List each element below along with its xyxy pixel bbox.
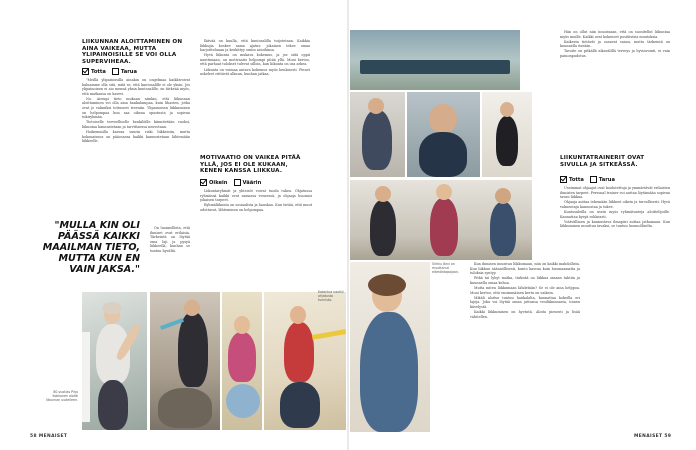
col2-body-bottom: Liikuntaryhmät ja yhteisöt voivat tuoda tukea. Ohjatussa ryhmässä kaikki ovat samassa veneessä, ja ohjaaja huomioi jokaisen tarpeet. Ryhmäliikunta on sosiaalista ja hauskaa. Kun tietää, että muut odottavat, lähteminen on helpompaa. xyxy=(200,189,312,212)
section1-body: "Meillä ylipainoisilla ainakin on ongelmaa kaikkivoivat haluamme olla sitä, mitä se, että kuntosalille ei ole yksin. Jos ylipainoinen ei aio mennä yksin kuntosalille, on tärkeää myös, että matkassa on kaveri. No. Aiempi tieto mukaan niinkin, että liikunnan aloittaminen voi olla aina hankalampaa, kuin lihasten, jotka ovat jo valmiiksi tottuneet treeniin. Ylipainoisen liikkuminen on helpompaa kun saa oikeaa opastusta ja sopivan tukiryhmän. Tietoiselle terveelliselle henkilöille kiinnitetään vuoksi, liikuntaa kannustetaan ja tarvittaessa neuvotaan. Hoikemmilla kasvaa suurin riski liikkeisiin, mutta kokonaisuus on pääosassa kaikki kannustetaan lähtemään liikkeelle. xyxy=(82,78,190,144)
checkbox-empty-icon xyxy=(234,179,241,186)
caption-photo1: 80-vuotias Pirjo Kokkonen aloitti liikunnan uudelleen. xyxy=(45,390,78,403)
page-fold xyxy=(347,0,349,450)
pull-quote: "MULLA KIN OLI PÄÄSSÄ KAIKKI MAAILMAN TIETO, MUTTA KUN EN VAIN JAKSA." xyxy=(42,220,140,275)
page-number-left: 58 MENAISET xyxy=(30,434,68,439)
photo-woman-ball xyxy=(222,292,262,430)
caption-right-photo: Sirkku Järvi on muuttanut elämäntapojaan. xyxy=(432,262,459,275)
photo-woman-portrait xyxy=(350,262,430,432)
section3-heading: LIIKUNTATRAINERIT OVAT SIVULLA JA SITKEÄSSÄ. xyxy=(560,155,645,168)
photo-man-headphones xyxy=(407,92,480,177)
right-col2-body-bottom: Useimmat ohjaajat ovat koulutettuja ja ymmärtävät erilaisten ihmisten tarpeet. Personal trainer voi auttaa löytämään sopivan tavan liikkua. Ohjaaja auttaa tekemään liikkeet oikein ja turvallisesti. Hyvä valmentaja kannustaa ja tukee. Kuntosaleilla on usein myös ryhmätunteja aloittelijoille. Kannattaa kysyä rohkeasti. Ystävällinen ja kannustava ilmapiiri auttaa jatkamaan. Kun liikkuminen muuttuu tavaksi, se tuntuu luonnolliselta. xyxy=(560,186,670,229)
section2-heading: MOTIVAATIO ON VAIKEA PITÄÄ YLLÄ, JOS EI OLE KUKAAN, KENEN KANSSA LIIKKUA. xyxy=(200,155,301,175)
photo-boat xyxy=(350,30,520,90)
section1-body-continued: On luonnollista, että ihmiset ovat erilaisia. Tärkeintä on löytää oma laji ja pysyä liikkeellä, kunhan se tuntuu hyvältä. xyxy=(150,226,190,253)
section1-heading: LIIKUNNAN ALOITTAMINEN ON AINA VAIKEAA, MUTTA YLIPAINOISILLE SE VOI OLLA SUPERVIHEAA. xyxy=(82,39,183,65)
photo-exercise-machine xyxy=(350,92,405,177)
section3-truefalse: Totta Tarua xyxy=(560,176,615,183)
section2-truefalse: Oikein Väärin xyxy=(200,179,261,186)
checkbox-empty-icon xyxy=(590,176,597,183)
photo-gym-instructor xyxy=(150,292,220,430)
checkbox-checked-icon xyxy=(560,176,567,183)
right-col2-body-top: Hän on ollut niin innoissaan, että on suositellut liikuntaa myös muille. Kaikki ovat kokeneet positiivisia muutoksia. Kaikesta tietävät ja osaavat sanoa, mutta tärkeintä on kuunnella itseään. Tavoite on pitkällä aikavälillä terveys ja hyvinvointi, ei vain painonpudotus. xyxy=(560,30,670,58)
checkbox-checked-icon xyxy=(82,68,89,75)
col2-body-top: Ikävää on kuulla, että kuntosalilla tuijotetaan. Kaikkia liikkujia koskee sama ajatus: jokainen tekee omaa harjoitteluaan ja keskittyy omiin asioihinsa. Hyvä liikunta on mukava kokemus, ja jos siitä oppii nauttimaan, on motivaatio helpompi pitää yllä. Moni kertoo, että parhaat tulokset tulevat silloin, kun liikunta on osa arkea. Liikunta on voimaa antava kokemus myös henkisesti. Pienet askeleet riittävät alkuun, kunhan jatkaa. xyxy=(200,39,310,77)
checkbox-checked-icon xyxy=(200,179,207,186)
photo-group-class xyxy=(350,180,532,260)
page-number-right: MENAISET 59 xyxy=(634,434,672,439)
caption-photo2: Katariina nauttii ohjatusta tunnista. xyxy=(318,290,344,303)
photo-woman-exercise xyxy=(264,292,346,430)
photo-woman-walking xyxy=(482,92,532,177)
photo-woman-stretching xyxy=(82,292,147,430)
right-col1-body: Kun ihminen innostuu liikkumaan, niin on kaikki mahdollista. Kun liikkuu säännöllisesti, kunto kasvaa kuin huomaamatta ja tuloksia syntyy. Pitkä tai lyhyt matka, tärkeää on liikkua omaan tahtiin ja kuunnella omaa kehoa. Mutta miten liikkumaan lähdetään? Se ei ole aina helppoa. Moni kertoo, että ensimmäinen kerta on vaikein. Mikäli aloitus tuntuu hankalalta, kannattaa kokeilla eri lajeja. Joku voi löytää oman juttunsa vesiliikunnasta, toinen kävelystä. Kaikki liikkuminen on hyvästä. Aloita pienesti ja lisää vähitellen. xyxy=(470,262,580,319)
checkbox-empty-icon xyxy=(112,68,119,75)
section1-truefalse: Totta Tarua xyxy=(82,68,137,75)
